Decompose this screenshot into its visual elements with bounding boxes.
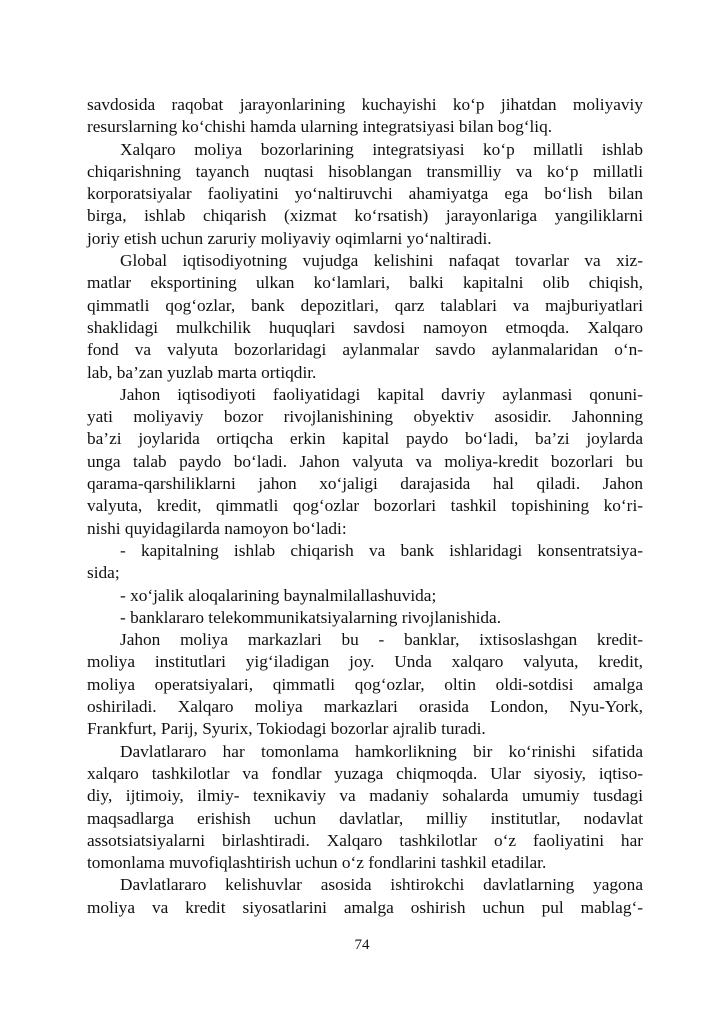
text-line: korporatsiyalar faoliyatini yo‘naltiruvchi ahamiyatga ega bo‘lish bilan — [87, 184, 643, 204]
text-line: unga talab paydo bo‘ladi. Jahon valyuta va moliya-kredit bozorlari bu — [87, 451, 643, 471]
text-line: Davlatlararo har tomonlama hamkorlikning bir ko‘rinishi sifatida — [120, 741, 643, 761]
text-line: qimmatli qog‘ozlar, bank depozitlari, qarz talablari va majburiyatlari — [87, 295, 643, 315]
page-body — [87, 94, 643, 919]
text-line: fond va valyuta bozorlaridagi aylanmalar savdo aylanmalaridan o‘n- — [87, 340, 643, 360]
text-line: maqsadlarga erishish uchun davlatlar, milliy institutlar, nodavlat — [87, 808, 643, 828]
text-line: diy, ijtimoiy, ilmiy- texnikaviy va madaniy sohalarda umumiy tusdagi — [87, 786, 643, 806]
text-line: sida; — [87, 563, 120, 583]
text-line: joriy etish uchun zaruriy moliyaviy oqimlarni yo‘naltiradi. — [87, 228, 492, 248]
text-line: - kapitalning ishlab chiqarish va bank ishlaridagi konsentratsiya- — [120, 540, 643, 560]
text-line: moliya operatsiyalari, qimmatli qog‘ozlar, oltin oldi-sotdisi amalga — [87, 674, 643, 694]
text-line: ba’zi joylarida ortiqcha erkin kapital paydo bo‘ladi, ba’zi joylarda — [87, 429, 643, 449]
text-line: xalqaro tashkilotlar va fondlar yuzaga chiqmoqda. Ular siyosiy, iqtiso- — [87, 763, 643, 783]
text-line: - banklararo telekommunikatsiyalarning rivojlanishida. — [120, 607, 502, 627]
text-line: Xalqaro moliya bozorlarining integratsiyasi ko‘p millatli ishlab — [120, 139, 643, 159]
text-line: valyuta, kredit, qimmatli qog‘ozlar bozorlari tashkil topishining ko‘ri- — [87, 496, 643, 516]
text-line: resurslarning ko‘chishi hamda ularning integratsiyasi bilan bog‘liq. — [87, 117, 553, 137]
text-line: Frankfurt, Parij, Syurix, Tokiodagi bozorlar ajralib turadi. — [87, 719, 486, 739]
text-line: moliya institutlari yig‘iladigan joy. Unda xalqaro valyuta, kredit, — [87, 652, 643, 672]
text-line: moliya va kredit siyosatlarini amalga oshirish uchun pul mablag‘- — [87, 897, 643, 917]
page-number: 74 — [354, 937, 370, 953]
text-line: Global iqtisodiyotning vujudga kelishini nafaqat tovarlar va xiz- — [120, 251, 643, 271]
text-line: shaklidagi mulkchilik huquqlari savdosi namoyon etmoqda. Xalqaro — [87, 317, 643, 337]
text-line: tomonlama muvofiqlashtirish uchun o‘z fondlarini tashkil etadilar. — [87, 853, 547, 873]
text-line: yati moliyaviy bozor rivojlanishining obyektiv asosidir. Jahonning — [87, 407, 643, 427]
text-line: assotsiatsiyalarni birlashtiradi. Xalqaro tashkilotlar o‘z faoliyatini har — [87, 830, 643, 850]
text-line: matlar eksportining ulkan ko‘lamlari, balki kapitalni olib chiqish, — [87, 273, 643, 293]
text-line: oshiriladi. Xalqaro moliya markazlari orasida London, Nyu-York, — [87, 697, 643, 717]
text-line: birga, ishlab chiqarish (xizmat ko‘rsatish) jarayonlariga yangiliklarni — [87, 206, 643, 226]
text-line: Davlatlararo kelishuvlar asosida ishtirokchi davlatlarning yagona — [120, 875, 643, 895]
text-line: savdosida raqobat jarayonlarining kuchayishi ko‘p jihatdan moliyaviy — [87, 95, 643, 114]
text-line: Jahon iqtisodiyoti faoliyatidagi kapital davriy aylanmasi qonuni- — [120, 384, 643, 404]
text-line: - xo‘jalik aloqalarining baynalmilallashuvida; — [120, 585, 437, 605]
text-line: chiqarishning tayanch nuqtasi hisoblangan transmilliy va ko‘p millatli — [87, 161, 643, 181]
text-line: nishi quyidagilarda namoyon bo‘ladi: — [87, 518, 347, 538]
text-line: Jahon moliya markazlari bu - banklar, ixtisoslashgan kredit- — [120, 630, 643, 650]
text-line: lab, ba’zan yuzlab marta ortiqdir. — [87, 362, 317, 382]
text-line: qarama-qarshiliklarni jahon xo‘jaligi darajasida hal qiladi. Jahon — [87, 474, 643, 494]
